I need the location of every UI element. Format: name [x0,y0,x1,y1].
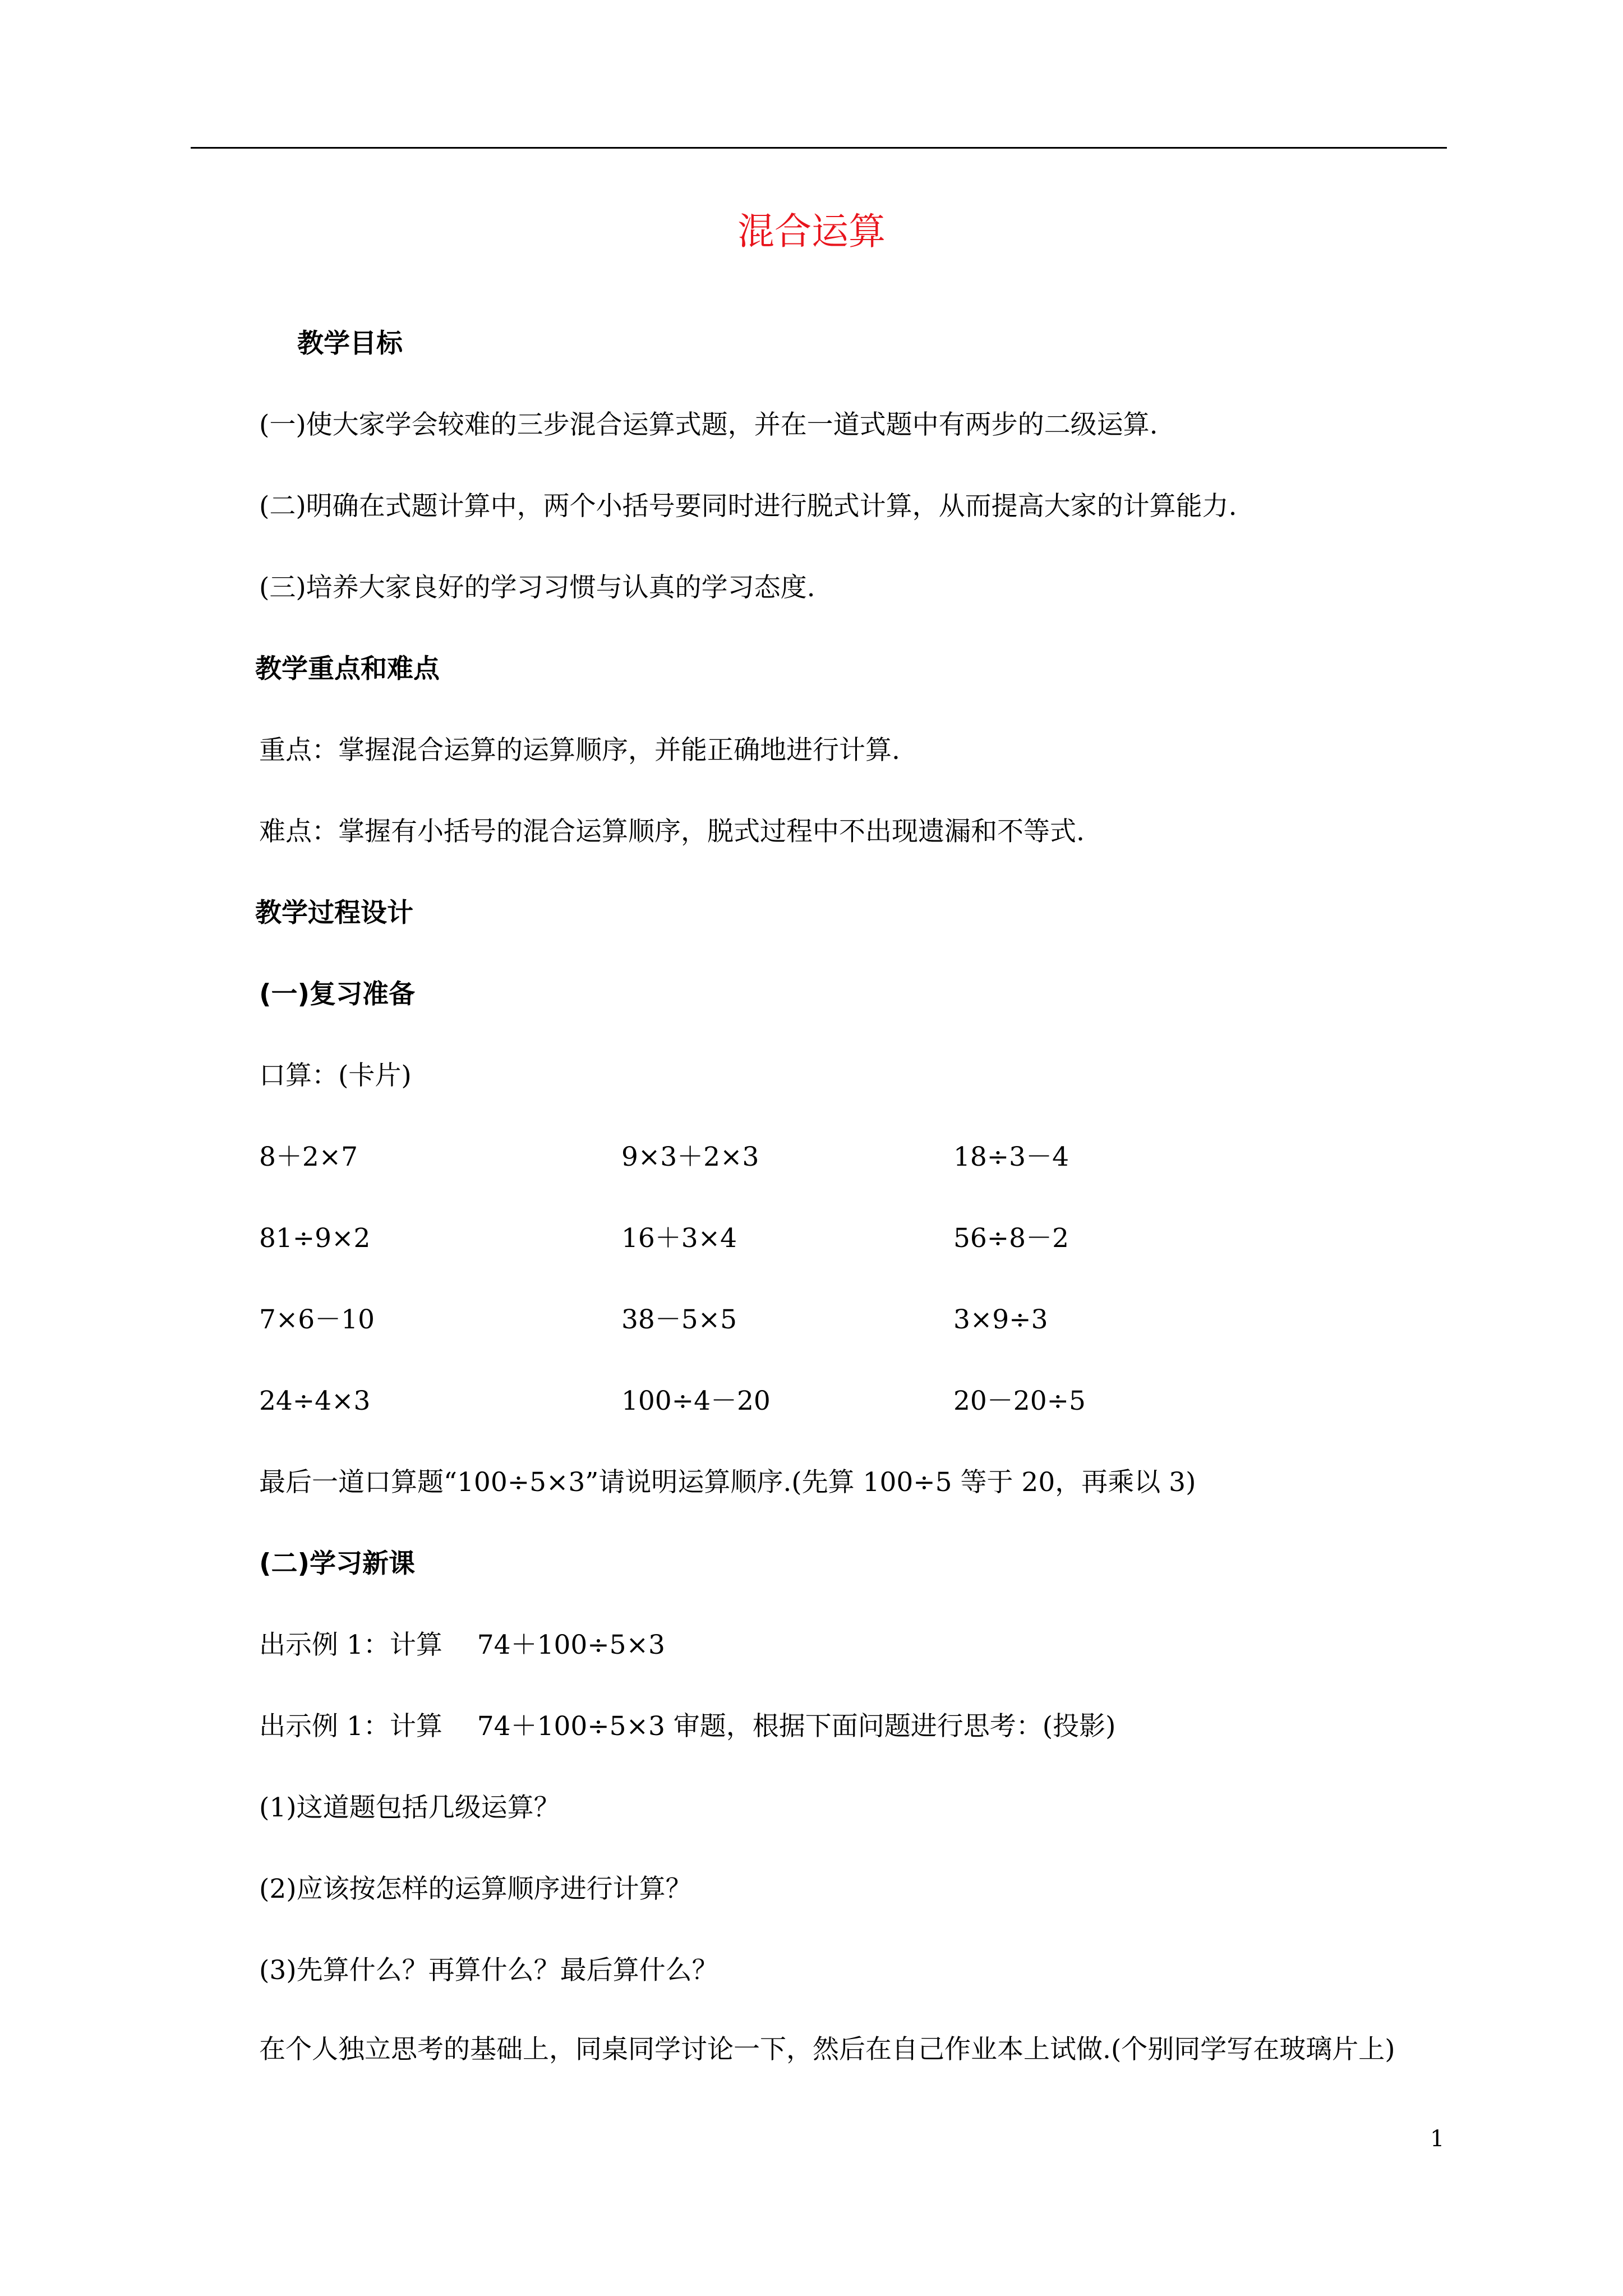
oral-cell: 20－20÷5 [953,1386,1086,1416]
new-lesson-heading: (二)学习新课 [259,1548,415,1579]
goal-item-3: (三)培养大家良好的学习习惯与认真的学习态度. [259,572,815,603]
oral-cell: 9×3＋2×3 [621,1142,759,1172]
oral-cell: 7×6－10 [259,1304,375,1335]
key-heading: 教学重点和难点 [255,654,440,684]
header-rule [191,147,1447,149]
oral-cell: 100÷4－20 [621,1386,771,1416]
goal-item-2: (二)明确在式题计算中，两个小括号要同时进行脱式计算，从而提高大家的计算能力. [259,491,1237,522]
goal-item-1: (一)使大家学会较难的三步混合运算式题，并在一道式题中有两步的二级运算. [259,409,1158,440]
question-1: (1)这道题包括几级运算？ [259,1792,560,1823]
example-1-review: 出示例 1：计算 74＋100÷5×3 审题，根据下面问题进行思考：(投影) [259,1711,1116,1742]
oral-cell: 56÷8－2 [953,1223,1069,1254]
oral-cell: 38－5×5 [621,1304,737,1335]
closing-paragraph: 在个人独立思考的基础上，同桌同学讨论一下，然后在自己作业本上试做.(个别同学写在玻璃片上) [259,2034,1395,2065]
oral-cell: 3×9÷3 [953,1304,1048,1335]
oral-label: 口算：(卡片) [259,1060,412,1091]
process-heading: 教学过程设计 [255,898,413,928]
oral-cell: 18÷3－4 [953,1142,1069,1172]
key-point-1: 重点：掌握混合运算的运算顺序，并能正确地进行计算. [259,735,900,766]
page-title: 混合运算 [737,210,886,253]
last-oral-note: 最后一道口算题“100÷5×3”请说明运算顺序.(先算 100÷5 等于 20，再乘以 3) [259,1467,1196,1498]
question-2: (2)应该按怎样的运算顺序进行计算？ [259,1874,692,1904]
page-number: 1 [1430,2126,1445,2152]
key-point-2: 难点：掌握有小括号的混合运算顺序，脱式过程中不出现遗漏和不等式. [259,816,1085,847]
review-heading: (一)复习准备 [259,979,415,1010]
goals-heading: 教学目标 [297,328,403,359]
oral-cell: 16＋3×4 [621,1223,737,1254]
example-1: 出示例 1：计算 74＋100÷5×3 [259,1630,665,1660]
oral-cell: 81÷9×2 [259,1223,371,1254]
oral-cell: 24÷4×3 [259,1386,371,1416]
oral-cell: 8＋2×7 [259,1142,358,1172]
question-3: (3)先算什么？再算什么？最后算什么？ [259,1955,718,1986]
